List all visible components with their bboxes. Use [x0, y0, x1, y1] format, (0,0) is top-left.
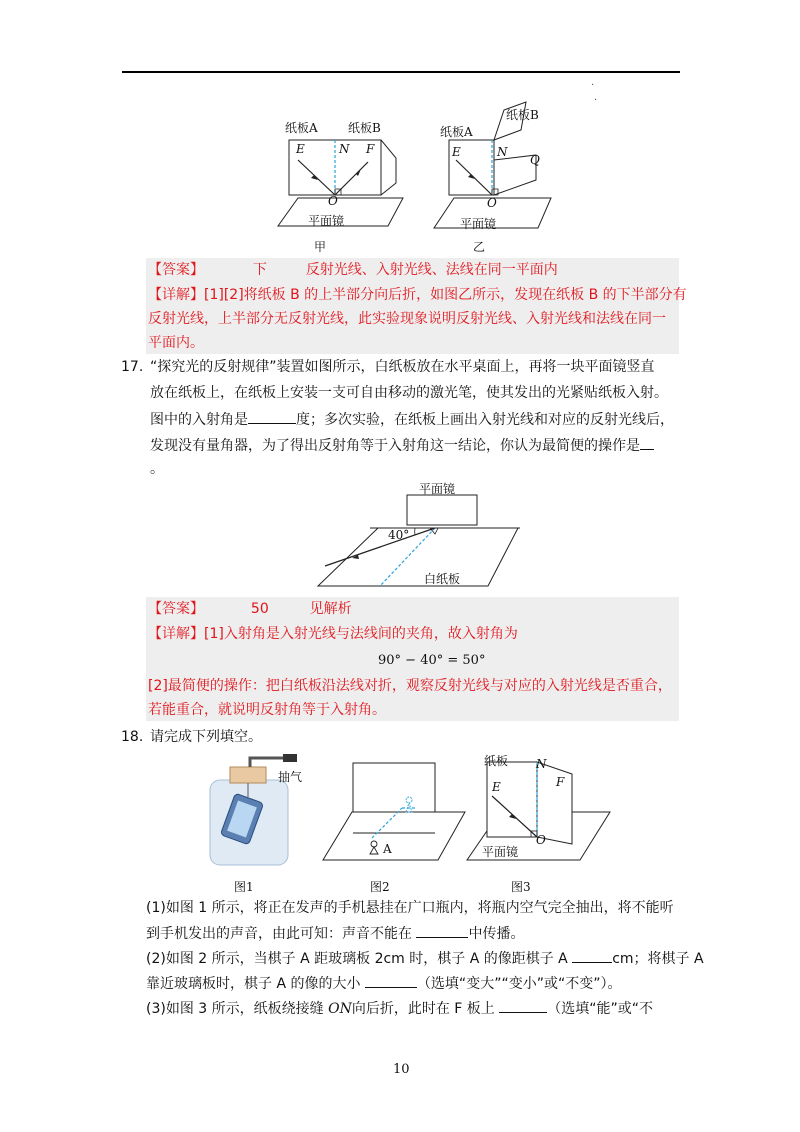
q18-p1-line-2: 到手机发出的声音，由此可知：声音不能在: [146, 926, 412, 942]
q17-line-3b: 度；多次实验，在纸板上画出入射光线和对应的反射光线后，: [296, 412, 674, 428]
q17-detail-line-1: [1]入射角是入射光线与法线间的夹角，故入射角为: [204, 626, 518, 642]
fig16-left-mirror: 平面镜: [308, 214, 345, 228]
q18-blank-medium: [416, 923, 468, 938]
q17-formula: 90° − 40° = 50°: [378, 653, 486, 668]
q18-fig3-mirror: 平面镜: [482, 845, 519, 859]
q18-blank-distance: [572, 948, 612, 963]
q18-p2-line-1: (2)如图 2 所示，当棋子 A 距玻璃板 2cm 时，棋子 A 的像距棋子 A: [146, 951, 568, 967]
q17-line-5: 。: [150, 461, 164, 477]
q17-blank-operation: [640, 435, 654, 450]
q18-fig3-caption: 图3: [511, 880, 531, 894]
q16-detail-line-3: 平面内。: [148, 335, 204, 351]
q18-p3-line-3: （选填“能”或“不: [547, 1001, 653, 1017]
q17-answer-1: 50: [250, 601, 269, 617]
q18-fig3-e: E: [492, 780, 501, 794]
fig16-left-board-b: 纸板B: [348, 121, 381, 135]
q16-answer-2: 反射光线、入射光线、法线在同一平面内: [305, 262, 558, 278]
q17-line-1: “探究光的反射规律”装置如图所示，白纸板放在水平桌面上，再将一块平面镜竖直: [150, 359, 655, 375]
q18-blank-light: [499, 998, 547, 1013]
q17-fig-mirror: 平面镜: [419, 482, 456, 496]
q18-p2-line-3: 靠近玻璃板时，棋子 A 的像的大小: [146, 976, 361, 992]
q17-answer-block: [146, 597, 679, 721]
q16-detail-tag: 【详解】: [148, 287, 204, 303]
q17-detail-line-2: [2]最简便的操作：把白纸板沿法线对折，观察反射光线与对应的入射光线是否重合，: [148, 678, 672, 694]
q16-answer-tag: 【答案】: [148, 262, 204, 278]
q18-fig2-caption: 图2: [370, 880, 390, 894]
q18-fig3-board-label: 纸板: [484, 754, 509, 768]
q17-diagram: [310, 478, 525, 593]
fig16-left-board-a: 纸板A: [285, 121, 318, 135]
q16-answer-1: 下: [252, 262, 267, 278]
fig16-right-mirror: 平面镜: [460, 217, 497, 231]
q16-answer-block: [146, 258, 687, 354]
q17-number: 17.: [121, 359, 144, 375]
fig16-left-e: E: [296, 142, 305, 156]
q18-blank-size: [365, 973, 417, 988]
q18-p3-line-1: (3)如图 3 所示，纸板绕接缝: [146, 1001, 324, 1017]
header-mark-2: ·: [594, 95, 598, 106]
page-number: 10: [393, 1062, 410, 1077]
q17-detail-tag: 【详解】: [148, 626, 204, 642]
q16-detail-line-1: [1][2]将纸板 B 的上半部分向后折，如图乙所示，发现在纸板 B 的下半部分有: [204, 287, 687, 303]
fig16-left-f: F: [366, 142, 375, 156]
q18-fig1-caption: 图1: [234, 880, 254, 894]
fig16-left-caption: 甲: [314, 240, 327, 254]
q17-fig-board: 白纸板: [424, 572, 461, 586]
fig16-right-board-a: 纸板A: [440, 125, 473, 139]
q17-blank-angle: [248, 409, 296, 424]
q17-detail-line-3: 若能重合，就说明反射角等于入射角。: [148, 702, 386, 718]
q17-line-4: 发现没有量角器，为了得出反射角等于入射角这一结论，你认为最简便的操作是: [150, 438, 640, 454]
fig16-right-caption: 乙: [473, 240, 486, 254]
fig16-right-n: N: [497, 145, 508, 159]
q18-p1-line-1: (1)如图 1 所示，将正在发声的手机悬挂在广口瓶内，将瓶内空气完全抽出，将不能听: [146, 900, 674, 916]
q18-fig3-n: N: [536, 757, 547, 771]
q17-answer-tag: 【答案】: [148, 601, 204, 617]
q17-line-2: 放在纸板上，在纸板上安装一支可自由移动的激光笔，使其发出的光紧贴纸板入射。: [150, 385, 668, 401]
q17-line-3a: 图中的入射角是: [150, 412, 248, 428]
q18-title: 请完成下列填空。: [150, 729, 262, 745]
fig16-right-o: O: [487, 196, 497, 210]
fig16-left-o: O: [328, 194, 338, 208]
q17-answer-2: 见解析: [309, 601, 352, 617]
q18-fig3-f: F: [556, 775, 565, 789]
fig16-left-diagram: [268, 118, 408, 258]
q18-p3-line-2: 向后折，此时在 F 板上: [351, 1001, 495, 1017]
q18-number: 18.: [121, 729, 144, 745]
q18-fig2-glass: [320, 760, 470, 865]
header-rule: [122, 71, 680, 73]
q18-p3-on: ON: [328, 1001, 352, 1017]
q16-detail-line-2: 反射光线，上半部分无反射光线，此实验现象说明反射光线、入射光线和法线在同一: [148, 311, 666, 327]
fig16-left-n: N: [339, 142, 350, 156]
fig16-right-e: E: [452, 145, 461, 159]
q18-p2-line-2: cm；将棋子 A: [612, 951, 704, 967]
fig16-right-board-b: 纸板B: [506, 108, 539, 122]
q18-fig1-pump: 抽气: [278, 770, 303, 784]
header-mark: ·: [591, 80, 595, 91]
q17-fig-angle: 40°: [388, 528, 410, 542]
q18-fig2-a: A: [383, 842, 392, 856]
q18-p2-line-4: （选填“变大”“变小”或“不变”）。: [416, 976, 622, 992]
q18-fig3-o: O: [536, 833, 546, 847]
fig16-right-q: Q: [530, 153, 540, 167]
q18-p1-line-3: 中传播。: [468, 926, 525, 942]
